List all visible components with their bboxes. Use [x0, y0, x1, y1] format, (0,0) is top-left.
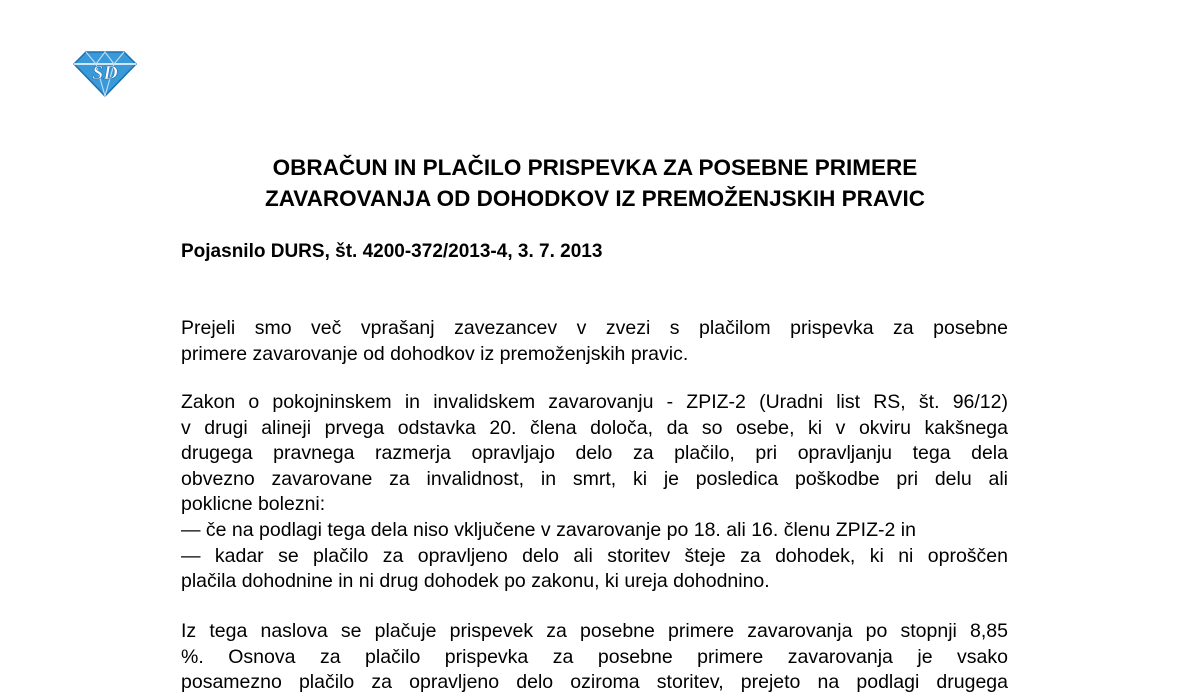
paragraph-line: %. Osnova za plačilo prispevka za posebne primere zavarovanja je vsako — [181, 645, 1008, 668]
document-subtitle: Pojasnilo DURS, št. 4200-372/2013-4, 3. 7. 2013 — [181, 241, 603, 262]
paragraph-line: primere zavarovanje od dohodkov iz premoženjskih pravic. — [181, 342, 689, 365]
paragraph-line: Zakon o pokojninskem in invalidskem zavarovanju - ZPIZ-2 (Uradni list RS, št. 96/12) — [181, 391, 1008, 413]
title-line-2: ZAVAROVANJA OD DOHODKOV IZ PREMOŽENJSKIH PRAVIC — [264, 186, 926, 211]
document-title — [120, 152, 1070, 214]
company-logo — [70, 46, 140, 98]
paragraph-line: poklicne bolezni: — [181, 493, 326, 516]
bullet-line: — kadar se plačilo za opravljeno delo ali storitev šteje za dohodek, ki ni oproščen — [181, 544, 1008, 567]
paragraph-line: drugega pravnega razmerja opravljajo delo za plačilo, pri opravljanju tega dela — [181, 442, 1008, 465]
diamond-logo-icon — [70, 46, 140, 98]
paragraph-line: obvezno zavarovane za invalidnost, in smrt, ki je posledica poškodbe pri delu ali — [181, 467, 1008, 490]
paragraph-line: Iz tega naslova se plačuje prispevek za posebne primere zavarovanja po stopnji 8,85 — [181, 620, 1008, 642]
bullet-line: — če na podlagi tega dela niso vključene v zavarovanje po 18. ali 16. členu ZPIZ-2 in — [181, 518, 916, 541]
paragraph-2 — [181, 390, 1008, 595]
paragraph-1 — [181, 316, 1008, 367]
paragraph-line: Prejeli smo več vprašanj zavezancev v zvezi s plačilom prispevka za posebne — [181, 317, 1008, 339]
title-line-1: OBRAČUN IN PLAČILO PRISPEVKA ZA POSEBNE PRIMERE — [272, 155, 918, 180]
paragraph-line: posamezno plačilo za opravljeno delo oziroma storitev, prejeto na podlagi drugega — [181, 671, 1008, 694]
paragraph-3 — [181, 619, 1008, 696]
paragraph-line: plačila dohodnine in ni drug dohodek po zakonu, ki ureja dohodnino. — [181, 570, 770, 593]
paragraph-line: v drugi alineji prvega odstavka 20. člena določa, da so osebe, ki v okviru kakšnega — [181, 416, 1008, 439]
logo-text: SD — [92, 62, 118, 84]
